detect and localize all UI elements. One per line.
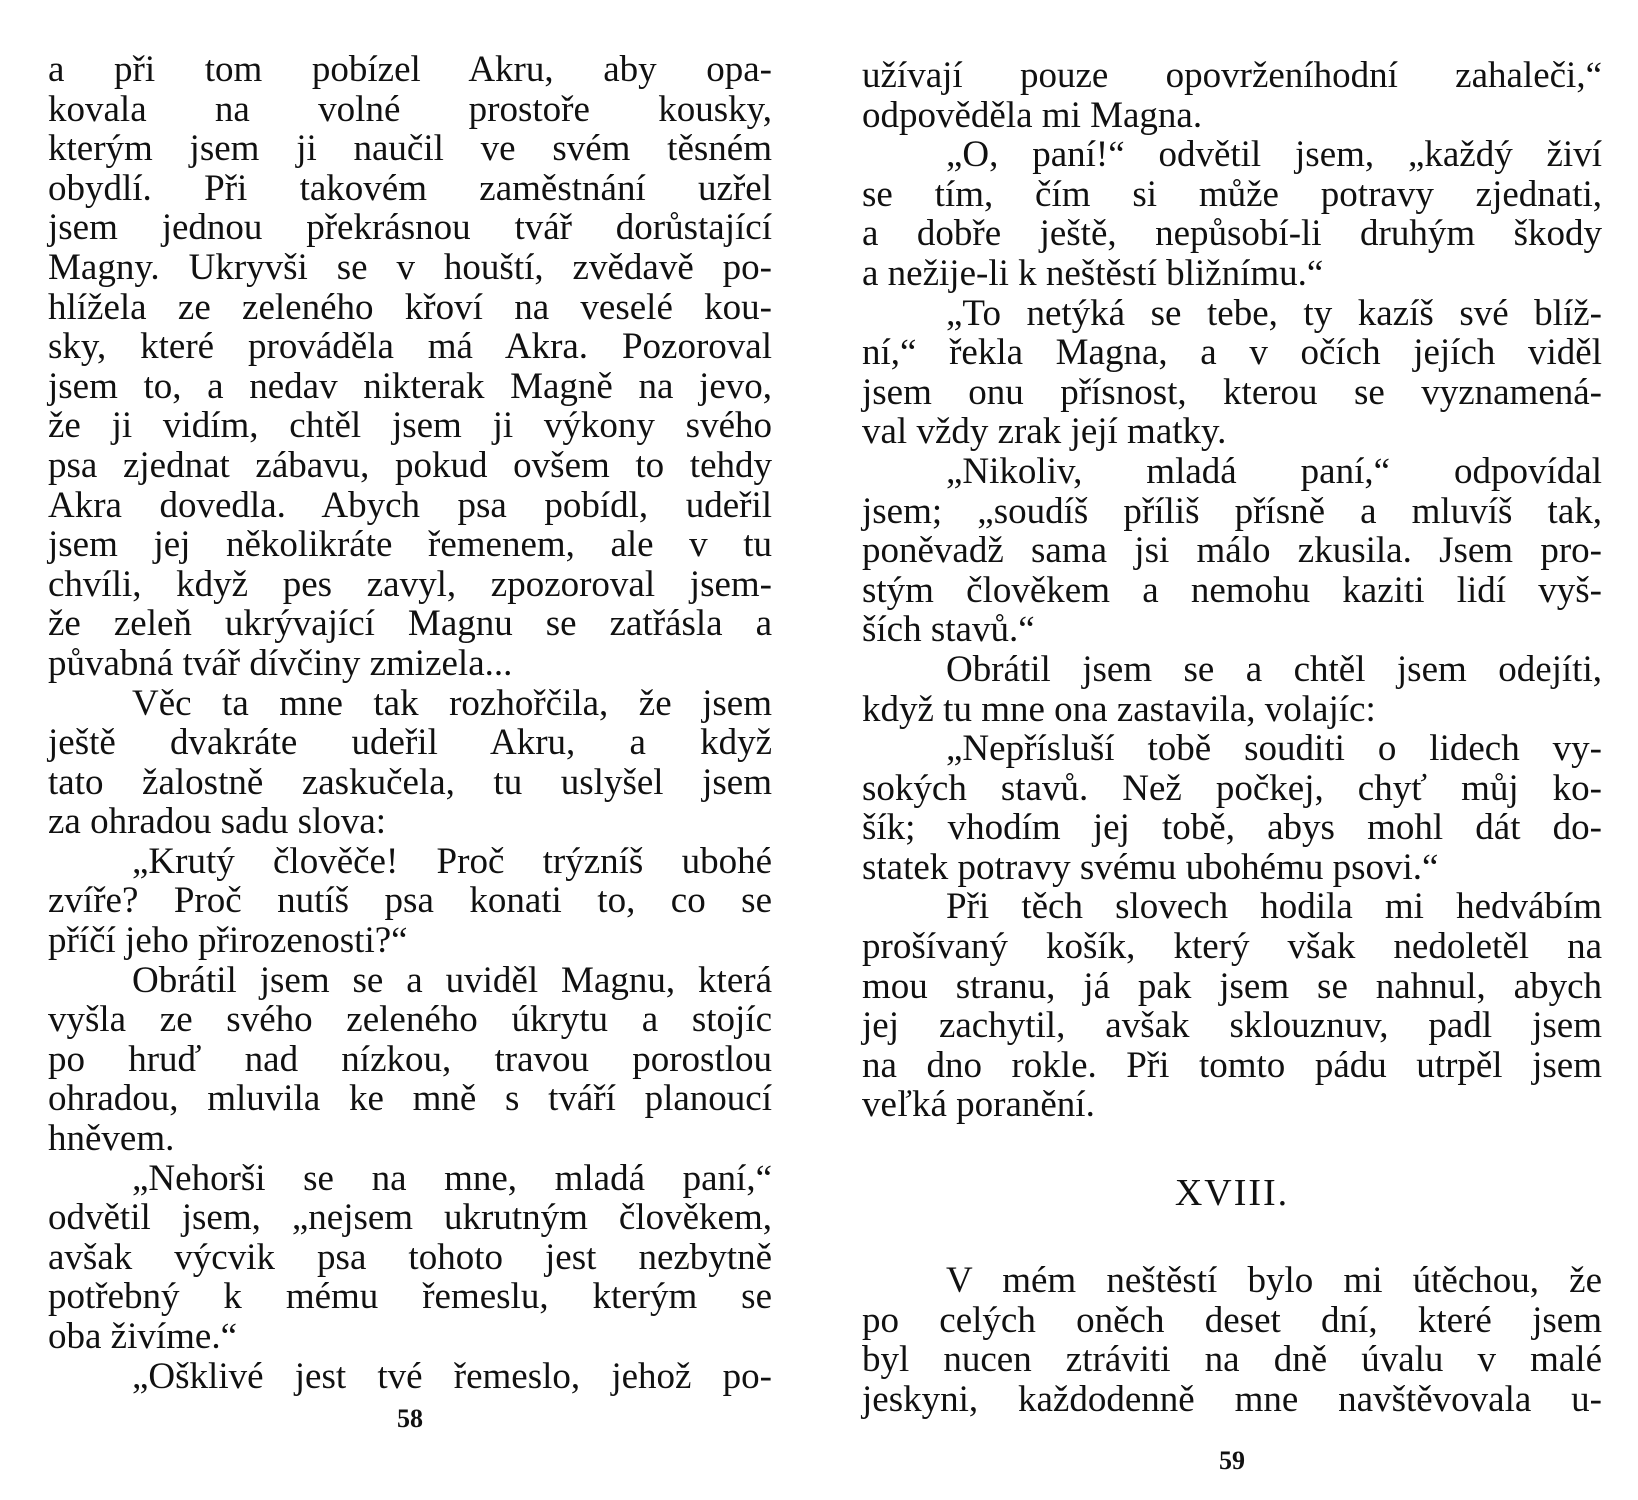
text-line: Obrátil jsem se a chtěl jsem odejíti, — [946, 648, 1602, 690]
text-line: na dno rokle. Při tomto pádu utrpěl jsem — [862, 1044, 1602, 1086]
text-line: ještě dvakráte udeřil Akru, a když — [48, 722, 772, 764]
text-line: psa zjednat zábavu, pokud ovšem to tehdy — [48, 444, 772, 486]
text-line: šík; vhodím jej tobě, abys mohl dát do- — [862, 807, 1602, 849]
text-line: ohradou, mluvila ke mně s tváří planoucí — [48, 1078, 772, 1120]
text-line: a dobře ještě, nepůsobí-li druhým škody — [862, 213, 1602, 255]
right-page — [862, 0, 1602, 1500]
text-line: statek potravy svému ubohému psovi.“ — [862, 846, 1439, 888]
page-number-right: 59 — [1219, 1446, 1245, 1475]
text-line: Věc ta mne tak rozhořčila, že jsem — [132, 682, 772, 724]
text-line: příčí jeho přirozenosti?“ — [48, 920, 408, 962]
text-line: a při tom pobízel Akru, aby opa- — [48, 49, 772, 90]
text-line: jsem jej několikráte řemenem, ale v tu — [48, 524, 772, 566]
text-line: půvabná tvář dívčiny zmizela... — [48, 642, 513, 684]
text-line: oba živíme.“ — [48, 1316, 238, 1357]
right-text-before-heading — [862, 56, 1602, 1125]
text-line: poněvadž sama jsi málo zkusila. Jsem pro- — [862, 530, 1602, 572]
text-line: Akra dovedla. Abych psa pobídl, udeřil — [48, 484, 772, 526]
text-line: jsem onu přísnost, kterou se vyznamená- — [862, 371, 1602, 413]
text-line: jsem jednou překrásnou tvář dorůstající — [48, 207, 772, 249]
left-page — [48, 0, 772, 1500]
text-line: „Krutý člověče! Proč trýzníš ubohé — [132, 840, 772, 882]
text-line: hlížela ze zeleného křoví na veselé kou- — [48, 286, 772, 328]
text-line: „Nikoliv, mladá paní,“ odpovídal — [946, 450, 1602, 492]
right-text-after-heading — [862, 1261, 1602, 1419]
text-line: V mém neštěstí bylo mi útěchou, že — [946, 1260, 1602, 1302]
chapter-heading: XVIII. — [1174, 1172, 1290, 1215]
text-line: jsem to, a nedav nikterak Magně na jevo, — [48, 365, 772, 407]
text-line: potřebný k mému řemeslu, kterým se — [48, 1276, 772, 1318]
text-line: obydlí. Při takovém zaměstnání uzřel — [48, 167, 772, 209]
right-page-text — [862, 56, 1602, 1419]
text-line: chvíli, když pes zavyl, zpozoroval jsem- — [48, 563, 772, 605]
text-line: že zeleň ukrývající Magnu se zatřásla a — [48, 603, 772, 645]
text-line: „To netýká se tebe, ty kazíš své blíž- — [946, 292, 1602, 334]
text-line: zvíře? Proč nutíš psa konati to, co se — [48, 880, 772, 922]
text-line: po celých oněch deset dní, které jsem — [862, 1299, 1602, 1341]
text-line: byl nucen ztráviti na dně úvalu v malé — [862, 1339, 1602, 1381]
text-line: „Nehorši se na mne, mladá paní,“ — [132, 1157, 772, 1199]
text-line: ní,“ řekla Magna, a v očích jejích viděl — [862, 332, 1602, 374]
text-line: „Nepřísluší tobě souditi o lidech vy- — [946, 728, 1602, 770]
left-page-text — [48, 50, 772, 1396]
text-line: stým člověkem a nemohu kaziti lidí vyš- — [862, 569, 1602, 611]
text-line: vyšla ze svého zeleného úkrytu a stojíc — [48, 999, 772, 1041]
text-line: hněvem. — [48, 1118, 175, 1160]
text-line: „Ošklivé jest tvé řemeslo, jehož po- — [132, 1355, 772, 1397]
text-line: Magny. Ukryvši se v houští, zvědavě po- — [48, 246, 772, 288]
text-line: po hruď nad nízkou, travou porostlou — [48, 1038, 772, 1080]
text-line: avšak výcvik psa tohoto jest nezbytně — [48, 1236, 772, 1278]
text-line: val vždy zrak její matky. — [862, 411, 1227, 453]
page-number-left: 58 — [397, 1404, 423, 1433]
text-line: Obrátil jsem se a uviděl Magnu, která — [132, 959, 772, 1001]
text-line: mou stranu, já pak jsem se nahnul, abych — [862, 965, 1602, 1007]
text-line: veľká poranění. — [862, 1084, 1095, 1126]
text-line: tato žalostně zaskučela, tu uslyšel jsem — [48, 761, 772, 803]
text-line: „O, paní!“ odvětil jsem, „každý živí — [946, 134, 1602, 176]
text-line: se tím, čím si může potravy zjednati, — [862, 173, 1602, 215]
text-line: sky, které prováděla má Akra. Pozoroval — [48, 326, 772, 368]
text-line: užívají pouze opovrženíhodní zahaleči,“ — [862, 55, 1602, 96]
text-line: jej zachytil, avšak sklouznuv, padl jsem — [862, 1005, 1602, 1047]
text-line: Při těch slovech hodila mi hedvábím — [946, 886, 1602, 928]
text-line: za ohradou sadu slova: — [48, 801, 387, 843]
text-line: jeskyni, každodenně mne navštěvovala u- — [862, 1378, 1602, 1420]
text-line: že ji vidím, chtěl jsem ji výkony svého — [48, 405, 772, 447]
text-line: odvětil jsem, „nejsem ukrutným člověkem, — [48, 1197, 772, 1239]
text-line: a nežije-li k neštěstí bližnímu.“ — [862, 252, 1324, 294]
text-line: když tu mne ona zastavila, volajíc: — [862, 688, 1376, 730]
text-line: kovala na volné prostoře kousky, — [48, 88, 772, 130]
text-line: ších stavů.“ — [862, 609, 1035, 651]
text-line: jsem; „soudíš příliš přísně a mluvíš tak, — [862, 490, 1602, 532]
text-line: odpověděla mi Magna. — [862, 94, 1203, 136]
text-line: sokých stavů. Než počkej, chyť můj ko- — [862, 767, 1602, 809]
text-line: kterým jsem ji naučil ve svém těsném — [48, 128, 772, 170]
text-line: prošívaný košík, který však nedoletěl na — [862, 926, 1602, 968]
